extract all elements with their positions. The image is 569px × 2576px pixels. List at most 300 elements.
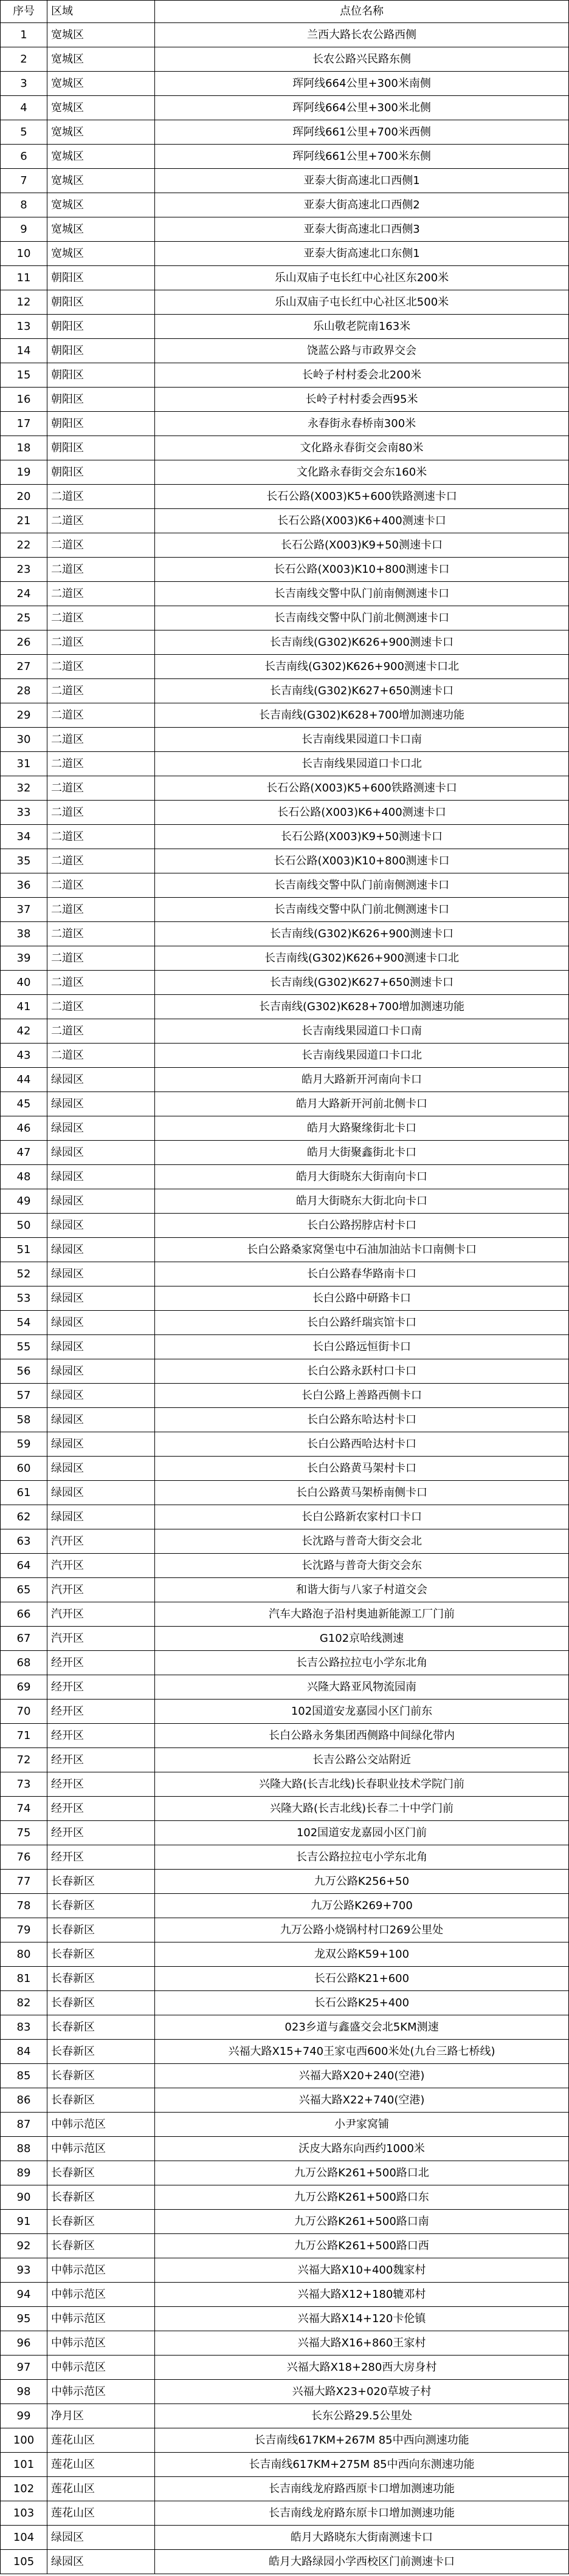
location-text: 长石公路(X003)K9+50测速卡口 [281,830,443,843]
location-text: 023乡道与鑫盛交会北5KM测速 [284,2020,439,2034]
cell-district: 宽城区 [47,96,155,120]
cell-location [155,1457,569,1481]
location-text: 乐山敬老院南163米 [312,319,411,333]
cell-location [155,1627,569,1651]
location-text: 皓月大街晓东大街南向卡口 [296,1170,427,1183]
table-row [1,1797,569,1821]
table-row [1,1942,569,1967]
location-text: 长吉公路拉拉屯小学东北角 [296,1656,427,1669]
cell-district: 经开区 [47,1748,155,1772]
cell-serial: 89 [1,2161,47,2185]
cell-district: 长春新区 [47,1918,155,1942]
cell-serial: 35 [1,849,47,873]
location-text: 兴福大路X10+400魏家村 [297,2263,426,2277]
cell-district: 长春新区 [47,2185,155,2210]
cell-serial: 105 [1,2550,47,2574]
table-row [1,1700,569,1724]
cell-serial: 79 [1,1918,47,1942]
cell-serial: 67 [1,1627,47,1651]
cell-district: 中韩示范区 [47,2258,155,2283]
cell-serial: 23 [1,558,47,582]
cell-serial: 42 [1,1019,47,1044]
table-row [1,1627,569,1651]
cell-location [155,145,569,169]
cell-location [155,2210,569,2234]
cell-district: 中韩示范区 [47,2283,155,2307]
cell-location [155,2185,569,2210]
table-row [1,1384,569,1408]
cell-serial: 73 [1,1772,47,1797]
cell-location [155,1214,569,1238]
cell-location [155,1432,569,1457]
table-row [1,2234,569,2258]
cell-location [155,1384,569,1408]
cell-district: 绿园区 [47,1505,155,1529]
cell-serial: 52 [1,1262,47,1286]
cell-location [155,630,569,655]
cell-location [155,1068,569,1092]
cell-location [155,242,569,266]
location-text: 长吉南线(G302)K627+650测速卡口 [270,684,453,697]
cell-location [155,946,569,971]
table-row [1,533,569,558]
cell-serial: 5 [1,120,47,145]
location-text: 九万公路K261+500路口东 [294,2190,429,2204]
cell-district: 二道区 [47,630,155,655]
header-serial: 序号 [1,1,47,23]
table-row [1,1870,569,1894]
cell-serial: 51 [1,1238,47,1262]
location-text: 长石公路(X003)K5+600铁路测速卡口 [266,490,457,503]
table-row [1,120,569,145]
cell-serial: 85 [1,2064,47,2088]
table-row [1,315,569,339]
location-text: 长吉南线果园道口卡口北 [302,757,422,770]
cell-serial: 54 [1,1311,47,1335]
table-row [1,509,569,533]
cell-serial: 82 [1,1991,47,2015]
cell-district: 汽开区 [47,1554,155,1578]
location-text: 文化路永春街交会东160米 [296,465,427,479]
table-row [1,1116,569,1141]
table-row [1,1967,569,1991]
table-row [1,412,569,436]
table-row [1,1068,569,1092]
table-row [1,1481,569,1505]
location-text: 长白公路西哈达村卡口 [307,1437,416,1450]
cell-serial: 11 [1,266,47,290]
cell-location [155,1044,569,1068]
table-row [1,2380,569,2404]
cell-serial: 94 [1,2283,47,2307]
table-row [1,1238,569,1262]
table-row [1,1578,569,1602]
cell-serial: 47 [1,1141,47,1165]
location-text: 长吉南线617KM+267M 85中西向测速功能 [254,2433,469,2447]
cell-district: 二道区 [47,801,155,825]
location-text: 汽车大路泡子沿村奥迪新能源工厂门前 [269,1607,455,1621]
location-text: 长吉南线果园道口卡口北 [302,1048,422,1062]
cell-serial: 102 [1,2477,47,2501]
cell-district: 绿园区 [47,1311,155,1335]
cell-district: 长春新区 [47,2040,155,2064]
cell-location [155,1286,569,1311]
cell-location [155,2550,569,2574]
cell-district: 绿园区 [47,1335,155,1359]
location-text: 和谐大街与八家子村道交会 [296,1583,427,1596]
cell-district: 绿园区 [47,1286,155,1311]
table-row [1,1432,569,1457]
cell-location [155,2234,569,2258]
location-text: 长吉南线617KM+275M 85中西向东测速功能 [249,2458,475,2471]
cell-location [155,169,569,193]
cell-location [155,728,569,752]
cell-district: 中韩示范区 [47,2113,155,2137]
cell-location [155,1092,569,1116]
location-text: 长白公路远恒街卡口 [312,1340,411,1353]
cell-district: 绿园区 [47,1457,155,1481]
location-text: 长石公路K25+400 [314,1996,410,2009]
table-row [1,679,569,703]
cell-location [155,2137,569,2161]
cell-location [155,96,569,120]
cell-serial: 29 [1,703,47,728]
cell-district: 二道区 [47,898,155,922]
cell-district: 朝阳区 [47,290,155,315]
location-text: 长吉南线(G302)K627+650测速卡口 [270,975,453,989]
cell-district: 绿园区 [47,2550,155,2574]
cell-serial: 40 [1,971,47,995]
cell-serial: 70 [1,1700,47,1724]
cell-district: 绿园区 [47,1238,155,1262]
cell-district: 宽城区 [47,217,155,242]
location-text: 九万公路K261+500路口北 [294,2166,429,2179]
cell-location [155,2113,569,2137]
table-row [1,2404,569,2428]
cell-serial: 45 [1,1092,47,1116]
cell-location [155,2526,569,2550]
table-row [1,752,569,776]
location-text: 兴隆大路(长吉北线)长春职业技术学院门前 [258,1777,465,1791]
cell-location [155,1481,569,1505]
cell-serial: 22 [1,533,47,558]
table-row [1,460,569,485]
location-text: 兴福大路X16+860王家村 [297,2336,426,2349]
table-row [1,2040,569,2064]
cell-location [155,1141,569,1165]
cell-district: 长春新区 [47,1870,155,1894]
location-text: 皓月大街晓东大街北向卡口 [296,1194,427,1208]
location-text: 九万公路K261+500路口南 [294,2215,429,2228]
cell-district: 绿园区 [47,1068,155,1092]
location-text: 长白公路桑家窝堡屯中石油加油站卡口南侧卡口 [247,1243,477,1256]
cell-district: 经开区 [47,1724,155,1748]
cell-serial: 17 [1,412,47,436]
cell-serial: 87 [1,2113,47,2137]
location-text: 长岭子村村委会北200米 [302,368,422,381]
cell-district: 莲花山区 [47,2453,155,2477]
cell-location [155,1675,569,1700]
cell-serial: 27 [1,655,47,679]
cell-serial: 77 [1,1870,47,1894]
location-text: 长岭子村村委会西95米 [305,392,418,406]
cell-serial: 24 [1,582,47,606]
table-row [1,1044,569,1068]
cell-location [155,1578,569,1602]
cell-serial: 30 [1,728,47,752]
cell-serial: 74 [1,1797,47,1821]
location-text: 102国道安龙嘉园小区门前 [296,1826,427,1839]
table-row [1,1214,569,1238]
cell-serial: 103 [1,2501,47,2526]
table-body [1,23,569,2574]
cell-serial: 1 [1,23,47,47]
cell-location [155,2356,569,2380]
cell-district: 二道区 [47,509,155,533]
cell-location [155,2283,569,2307]
cell-location [155,2331,569,2356]
location-text: 皓月大路聚缘街北卡口 [307,1121,416,1135]
cell-location [155,2477,569,2501]
cell-district: 朝阳区 [47,266,155,290]
cell-district: 长春新区 [47,2064,155,2088]
table-row [1,169,569,193]
table-row [1,849,569,873]
cell-district: 二道区 [47,946,155,971]
location-text: 永春街永春桥南300米 [307,417,416,430]
cell-location [155,1797,569,1821]
cell-serial: 49 [1,1189,47,1214]
cell-district: 莲花山区 [47,2477,155,2501]
cell-district: 汽开区 [47,1627,155,1651]
cell-district: 朝阳区 [47,388,155,412]
cell-location [155,533,569,558]
table-row [1,2331,569,2356]
location-text: 长白公路永务集团西侧路中间绿化带内 [269,1729,455,1742]
cell-serial: 41 [1,995,47,1019]
location-text: 兴福大路X20+240(空港) [298,2069,425,2082]
cell-serial: 55 [1,1335,47,1359]
table-row [1,1092,569,1116]
cell-location [155,2161,569,2185]
location-text: 长吉公路拉拉屯小学东北角 [296,1850,427,1864]
cell-district: 长春新区 [47,1942,155,1967]
location-text: 长白公路永跃村口卡口 [307,1364,416,1378]
location-text: 九万公路K261+500路口西 [294,2239,429,2252]
table-row [1,363,569,388]
cell-district: 中韩示范区 [47,2380,155,2404]
cell-district: 绿园区 [47,2526,155,2550]
location-text: 长白公路上善路西侧卡口 [302,1389,422,1402]
cell-district: 绿园区 [47,1141,155,1165]
table-row [1,1651,569,1675]
cell-location [155,1772,569,1797]
cell-district: 绿园区 [47,1116,155,1141]
table-row [1,1189,569,1214]
cell-serial: 72 [1,1748,47,1772]
table-row [1,1408,569,1432]
table-row [1,873,569,898]
cell-location [155,582,569,606]
location-text: 长东公路29.5公里处 [311,2409,413,2422]
cell-location [155,2064,569,2088]
cell-location [155,72,569,96]
header-location: 点位名称 [155,1,569,23]
cell-location [155,266,569,290]
cell-district: 长春新区 [47,1894,155,1918]
cell-serial: 58 [1,1408,47,1432]
cell-location [155,23,569,47]
cell-serial: 76 [1,1845,47,1870]
location-text: 长吉南线(G302)K626+900测速卡口北 [264,660,459,673]
cell-location [155,2404,569,2428]
cell-serial: 83 [1,2015,47,2040]
table-row [1,1724,569,1748]
location-text: 九万公路K269+700 [311,1899,413,1912]
table-row [1,485,569,509]
cell-location [155,47,569,72]
cell-serial: 38 [1,922,47,946]
location-text: 皓月大街聚鑫街北卡口 [307,1146,416,1159]
cell-district: 绿园区 [47,1262,155,1286]
cell-location [155,1845,569,1870]
cell-location [155,290,569,315]
cell-district: 绿园区 [47,1359,155,1384]
cell-serial: 9 [1,217,47,242]
location-text: 兴福大路X15+740王家屯西600米处(九台三路七桥线) [228,2045,495,2058]
table-row [1,2526,569,2550]
location-text: 文化路永春街交会南80米 [300,441,424,454]
table-row [1,655,569,679]
cell-serial: 33 [1,801,47,825]
location-text: 长白公路东哈达村卡口 [307,1413,416,1426]
location-text: 长吉南线交警中队门前南侧测速卡口 [274,878,449,892]
location-text: 珲阿线664公里+300米南侧 [292,77,431,90]
cell-serial: 20 [1,485,47,509]
cell-location [155,1870,569,1894]
cell-district: 绿园区 [47,1092,155,1116]
cell-location [155,1748,569,1772]
cell-district: 长春新区 [47,2161,155,2185]
table-row [1,339,569,363]
cell-district: 经开区 [47,1700,155,1724]
cell-serial: 90 [1,2185,47,2210]
cell-district: 莲花山区 [47,2428,155,2453]
location-text: 长吉南线龙府路西原卡口增加测速功能 [269,2482,455,2495]
cell-district: 汽开区 [47,1602,155,1627]
cell-serial: 2 [1,47,47,72]
table-row [1,1894,569,1918]
cell-district: 经开区 [47,1845,155,1870]
table-row [1,898,569,922]
header-district: 区域 [47,1,155,23]
location-text: 珲阿线661公里+700米西侧 [292,125,431,138]
cell-district: 汽开区 [47,1529,155,1554]
table-row [1,23,569,47]
cell-location [155,2380,569,2404]
cell-district: 绿园区 [47,1214,155,1238]
location-text: 九万公路小烧锅村村口269公里处 [280,1923,444,1936]
table-row [1,2550,569,2574]
cell-serial: 66 [1,1602,47,1627]
cell-serial: 4 [1,96,47,120]
cell-location [155,1019,569,1044]
cell-serial: 86 [1,2088,47,2113]
location-text: 长石公路(X003)K6+400测速卡口 [277,514,446,527]
cell-district: 朝阳区 [47,315,155,339]
location-text: 亚泰大街高速北口西侧1 [303,174,420,187]
cell-location [155,1991,569,2015]
location-text: 长吉南线果园道口卡口南 [302,733,422,746]
cell-serial: 44 [1,1068,47,1092]
location-text: 长白公路黄马架村卡口 [307,1461,416,1475]
table-row [1,1335,569,1359]
cell-serial: 21 [1,509,47,533]
table-row [1,1918,569,1942]
cell-serial: 28 [1,679,47,703]
cell-district: 绿园区 [47,1432,155,1457]
table-row [1,217,569,242]
cell-serial: 25 [1,606,47,630]
cell-serial: 59 [1,1432,47,1457]
location-text: 皓月大路新开河南向卡口 [302,1073,422,1086]
cell-location [155,1724,569,1748]
location-text: 亚泰大街高速北口东侧1 [303,247,420,260]
cell-district: 长春新区 [47,1991,155,2015]
cell-location [155,217,569,242]
cell-district: 二道区 [47,606,155,630]
cell-district: 二道区 [47,728,155,752]
location-text: 长石公路K21+600 [314,1972,410,1985]
table-row [1,2161,569,2185]
cell-district: 经开区 [47,1821,155,1845]
location-text: 102国道安龙嘉园小区门前东 [291,1704,433,1718]
location-text: 龙双公路K59+100 [314,1947,410,1961]
cell-location [155,2015,569,2040]
location-text: 兴福大路X23+020草坡子村 [292,2385,432,2398]
table-row [1,703,569,728]
cell-location [155,1942,569,1967]
table-row [1,1311,569,1335]
cell-district: 宽城区 [47,193,155,217]
table-row [1,1457,569,1481]
location-text: 长白公路春华路南卡口 [307,1267,416,1280]
table-row [1,2501,569,2526]
cell-serial: 13 [1,315,47,339]
table-row [1,193,569,217]
cell-location [155,558,569,582]
location-text: 皓月大路新开河前北侧卡口 [296,1097,427,1110]
table-row [1,2428,569,2453]
location-text: 兴隆大路亚风物流园南 [307,1680,416,1693]
cell-district: 二道区 [47,1044,155,1068]
location-text: 长吉南线果园道口卡口南 [302,1024,422,1037]
cell-location [155,922,569,946]
cell-serial: 101 [1,2453,47,2477]
cell-district: 长春新区 [47,2210,155,2234]
table-row [1,242,569,266]
cell-location [155,1238,569,1262]
location-text: 长吉南线(G302)K626+900测速卡口 [270,635,453,649]
cell-serial: 88 [1,2137,47,2161]
location-text: 长吉南线(G302)K628+700增加测速功能 [259,1000,464,1013]
cell-serial: 68 [1,1651,47,1675]
cell-district: 朝阳区 [47,363,155,388]
table-row [1,971,569,995]
header-row [1,1,569,23]
cell-serial: 34 [1,825,47,849]
cell-district: 二道区 [47,995,155,1019]
